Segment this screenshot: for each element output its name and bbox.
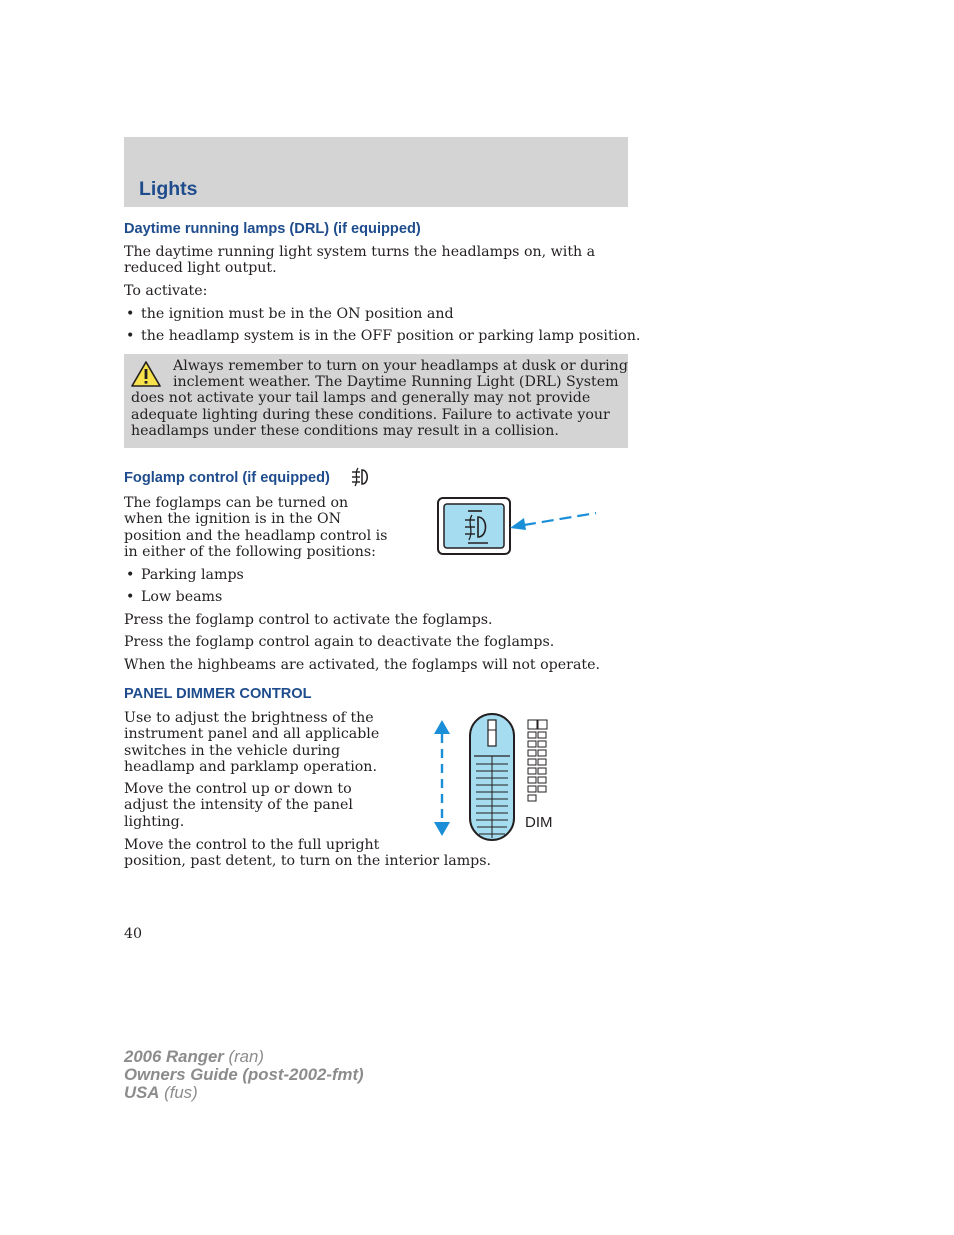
text-line: lighting. xyxy=(124,813,185,830)
text-line: instrument panel and all applicable xyxy=(124,726,380,743)
text-line: The daytime running light system turns the headlamps on, with a xyxy=(124,244,596,260)
drl-intro xyxy=(124,244,624,277)
footer-market-code: (fus) xyxy=(159,1083,198,1103)
section-header-band xyxy=(124,137,628,207)
warning-triangle-icon xyxy=(130,360,162,388)
text-line: headlamp and parklamp operation. xyxy=(124,759,377,776)
drl-heading: Daytime running lamps (DRL) (if equipped) xyxy=(124,221,421,237)
page-number: 40 xyxy=(124,926,143,942)
text-line: when the ignition is in the ON xyxy=(124,511,342,528)
warning-line-2: inclement weather. The Daytime Running Light (DRL) System xyxy=(173,374,619,390)
foglamp-paragraph-1: Press the foglamp control to activate the foglamps. xyxy=(124,612,493,628)
drl-bullet-2: • the headlamp system is in the OFF position or parking lamp position. xyxy=(124,328,640,344)
document-footer xyxy=(124,1048,364,1103)
footer-line-1 xyxy=(124,1048,364,1066)
foglamp-bullet-2: • Low beams xyxy=(124,589,222,605)
drl-bullet-1: • the ignition must be in the ON position and xyxy=(124,306,454,322)
foglamp-icon xyxy=(348,467,372,487)
text-line: Move the control up or down to xyxy=(124,781,352,797)
foglamp-intro xyxy=(124,495,404,561)
text-line: in either of the following positions: xyxy=(124,544,376,561)
foglamp-heading: Foglamp control (if equipped) xyxy=(124,470,330,486)
text-line: Use to adjust the brightness of the xyxy=(124,710,374,726)
section-title: Lights xyxy=(139,178,198,200)
foglamp-paragraph-2: Press the foglamp control again to deactivate the foglamps. xyxy=(124,634,555,650)
text-line: position and the headlamp control is xyxy=(124,527,388,544)
panel-dimmer-p2 xyxy=(124,781,414,830)
foglamp-bullet-1: • Parking lamps xyxy=(124,567,244,583)
text-line: Move the control to the full upright xyxy=(124,837,380,853)
dim-label: DIM xyxy=(525,814,553,831)
foglamp-paragraph-3: When the highbeams are activated, the foglamps will not operate. xyxy=(124,657,601,673)
warning-line-3: does not activate your tail lamps and generally may not provide xyxy=(131,390,591,406)
text-line: adjust the intensity of the panel xyxy=(124,797,353,814)
warning-line-4: adequate lighting during these conditions. Failure to activate your xyxy=(131,407,610,423)
footer-line-3 xyxy=(124,1084,364,1102)
text-line: reduced light output. xyxy=(124,260,277,277)
text-line: position, past detent, to turn on the interior lamps. xyxy=(124,853,492,870)
foglamp-switch-illustration xyxy=(436,496,598,558)
text-line: The foglamps can be turned on xyxy=(124,495,349,511)
footer-line-2 xyxy=(124,1066,364,1084)
panel-dimmer-p1 xyxy=(124,710,414,776)
panel-dimmer-heading: PANEL DIMMER CONTROL xyxy=(124,686,312,702)
text-line: switches in the vehicle during xyxy=(124,742,341,759)
warning-line-5: headlamps under these conditions may result in a collision. xyxy=(131,423,559,439)
footer-model: 2006 Ranger xyxy=(124,1047,224,1066)
drl-to-activate: To activate: xyxy=(124,283,208,299)
footer-model-code: (ran) xyxy=(223,1047,264,1066)
warning-line-1: Always remember to turn on your headlamps at dusk or during xyxy=(173,358,628,374)
footer-market: USA xyxy=(124,1083,160,1103)
footer-guide: Owners Guide (post-2002-fmt) xyxy=(124,1065,364,1085)
